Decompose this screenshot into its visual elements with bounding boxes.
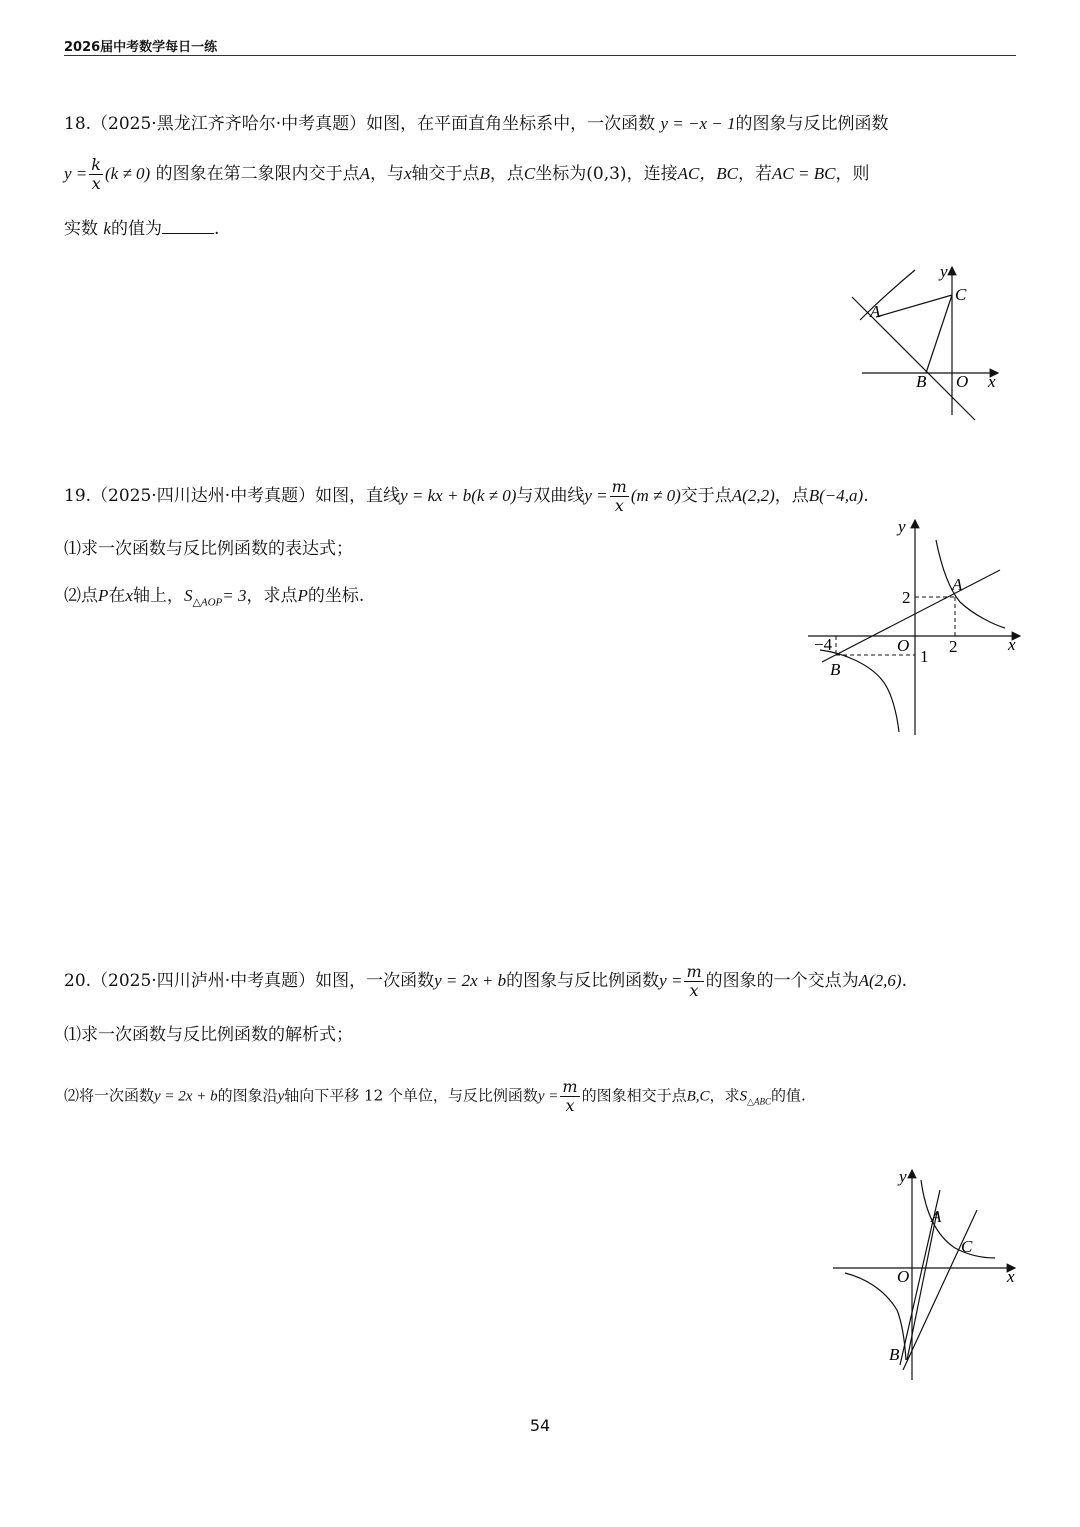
q19-tick-2x: 2 [949,637,958,656]
q18-label-y: y [940,262,948,281]
q20-label-y: y [899,1167,907,1186]
q19-label-y: y [898,517,906,536]
q18-label-c: C [955,285,967,304]
q20-line1: 20.（2025·四川泸州·中考真题）如图，一次函数y = 2x + b的图象与反比例函数y = $\frac{m}{x}$ 的图象的一个交点为A(2,6). [64,962,907,1000]
q20-part2: ⑵将一次函数y = 2x + b的图象沿y轴向下平移 12 个单位，与反比例函数y = $\frac{m}{x}$ 的图象相交于点B,C，求$S_{\triangle ABC}$的值. [64,1077,806,1115]
q20-label-o: O [897,1267,910,1286]
q19-figure [800,510,1030,740]
q19-tick-2y: 2 [902,588,911,607]
q18-line2: y = $\frac{k}{x}$ (k ≠ 0) 的图象在第二象限内交于点A，与x轴交于点B，点C坐标为(0,3)，连接AC，BC，若AC = BC，则 [64,155,870,193]
q19-hyperbola-q1 [936,540,1005,628]
q19-line1: 19.（2025·四川达州·中考真题）如图，直线y = kx + b(k ≠ 0)与双曲线y = $\frac{m}{x}$ (m ≠ 0)交于点A(2,2)，点B(−4,a). [64,477,869,515]
q19-label-x: x [1008,635,1016,654]
q20-label-c: C [961,1237,973,1256]
header-title: 2026届中考数学每日一练 [64,40,218,55]
q20-part1: ⑴求一次函数与反比例函数的解析式； [64,1025,353,1045]
q20-fraction-2: $\frac{m}{x}$ [562,1077,578,1115]
q20-source: 20.（2025·四川泸州·中考真题） [64,971,316,991]
q18-figure [840,255,1010,425]
q18-label-o: O [956,372,969,391]
q19-part2: ⑵点P在x轴上，$S_{\triangle AOP}= 3$，求点P的坐标. [64,586,365,609]
q20-fraction: $\frac{m}{x}$ [686,962,702,1000]
q19-part1: ⑴求一次函数与反比例函数的表达式； [64,539,353,559]
q20-figure [825,1160,1025,1385]
q18-segment-bc [926,295,952,373]
answer-blank[interactable] [162,217,214,234]
q18-fraction: $\frac{k}{x}$ [91,155,101,193]
q18-label-b: B [916,372,927,391]
q18-segment-ac [876,295,952,317]
q19-source: 19.（2025·四川达州·中考真题） [64,486,316,506]
q20-label-x: x [1007,1267,1015,1286]
q18-label-a: A [870,302,881,321]
q18-line3: 实数 k的值为 . [64,219,220,239]
q19-fraction: $\frac{m}{x}$ [611,477,627,515]
q19-tick-1: 1 [920,647,929,666]
q19-label-a: A [952,575,963,594]
q20-label-b: B [889,1345,900,1364]
q19-tick-m4: −4 [814,635,833,654]
q19-label-b: B [830,660,841,679]
q19-linear-line [822,570,1000,662]
q18-label-x: x [988,372,996,391]
q18-hyperbola [860,270,915,320]
q20-label-a: A [931,1207,942,1226]
q19-label-o: O [897,636,910,655]
header-rule [64,55,1016,56]
q18-line1: 18.（2025·黑龙江齐齐哈尔·中考真题）如图，在平面直角坐标系中，一次函数 y = −x − 1的图象与反比例函数 [64,114,889,134]
q18-linear-eq: y = −x − 1 [660,114,736,133]
q18-source: 18.（2025·黑龙江齐齐哈尔·中考真题） [64,114,367,134]
page-number: 54 [529,1416,551,1435]
